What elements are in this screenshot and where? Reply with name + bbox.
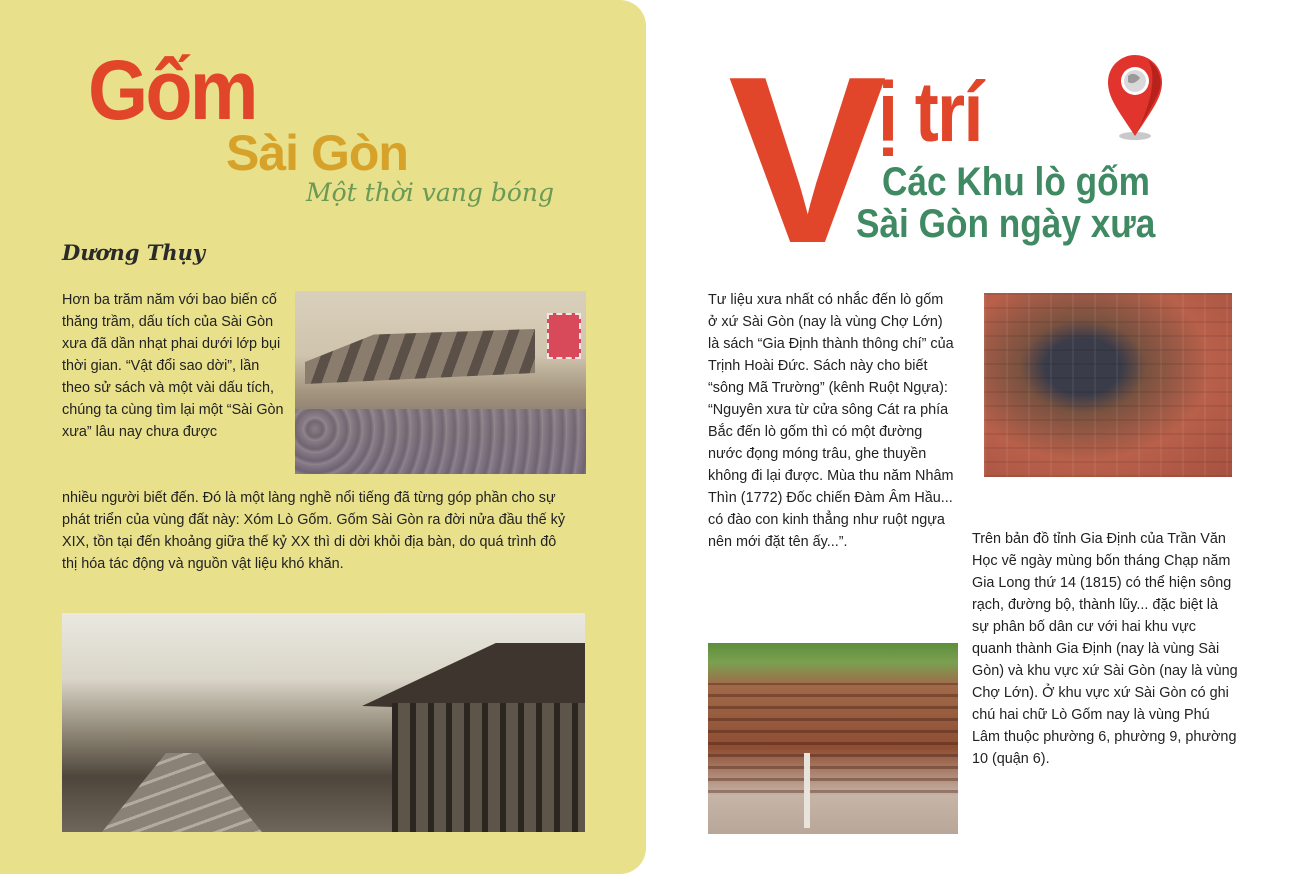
postcard-roofs: [305, 329, 535, 384]
left-page: [0, 0, 646, 874]
excavation-site-photo: [708, 643, 958, 834]
excavation-wall: [708, 683, 958, 793]
author-byline: Dương Thụy: [62, 240, 206, 265]
intro-paragraph-start: Hơn ba trăm năm với bao biến cố thăng trầm, dấu tích của Sài Gòn xưa đã dần nhạt phai dưới lớp bụi thời gian. “Vật đổi sao dời”, lần theo sử sách và một vài dấu tích, chúng ta cùng tìm lại một “Sài Gòn xưa” lâu nay chưa được: [62, 292, 284, 440]
section-title-initial: V: [728, 28, 887, 293]
postcard-stamp: [547, 313, 581, 359]
kiln-bricks: [984, 293, 1232, 477]
article-subtitle: Sài Gòn: [226, 125, 408, 181]
old-street-photo: [62, 613, 585, 832]
body-column-2: Trên bản đồ tỉnh Gia Định của Trần Văn Học vẽ ngày mùng bốn tháng Chạp năm Gia Long thứ 14 (1815) có thể hiện sông rạch, đường bộ, thành lũy... đặc biệt là sự phân bố dân cư với hai khu vực quanh thành Gia Định (nay là vùng Sài Gòn) và khu vực xứ Sài Gòn (nay là vùng Chợ Lớn). Ở khu vực xứ Sài Gòn có ghi chú hai chữ Lò Gốm nay là vùng Phú Lâm thuộc phường 6, phường 9, phường 10 (quận 6).: [972, 531, 1238, 767]
kiln-relic-photo: [984, 293, 1232, 477]
body-column-1: Tư liệu xưa nhất có nhắc đến lò gốm ở xứ Sài Gòn (nay là vùng Chợ Lớn) là sách “Gia Định thành thông chí” của Trịnh Hoài Đức. Sách này cho biết “sông Mã Trường” (kênh Ruột Ngựa): “Nguyên xưa từ cửa sông Cát ra phía Bắc đến lò gốm thì có một đường nước đọng móng trâu, ghe thuyền không đi lại được. Mùa thu năm Nhâm Thìn (1772) Đốc chiến Đàm Âm Hầu... có đào con kinh thẳng như ruột ngựa nên mới đặt tên ấy...”.: [708, 292, 954, 550]
street-building: [392, 703, 585, 832]
intro-paragraph-end: nhiều người biết đến. Đó là một làng nghề nổi tiếng đã từng góp phần cho sự phát triển của vùng đất này: Xóm Lò Gốm. Gốm Sài Gòn ra đời nửa đầu thế kỷ XIX, tồn tại đến khoảng giữa thế kỷ XX thì di dời khỏi địa bàn, do quá trình đô thị hóa tác động và nguồn vật liệu khó khăn.: [62, 490, 566, 572]
map-pin-icon: [1104, 52, 1166, 142]
postcard-pottery-pile: [295, 409, 586, 474]
section-subtitle-line2: Sài Gòn ngày xưa: [856, 202, 1156, 246]
section-title: ị trí: [878, 65, 982, 159]
article-tagline: Một thời vang bóng: [306, 178, 555, 207]
article-title: Gốm: [88, 43, 256, 137]
excavation-pipe: [804, 753, 810, 828]
section-subtitle-line1: Các Khu lò gốm: [882, 160, 1150, 204]
street-railway: [102, 753, 262, 832]
postcard-kilns-photo: [295, 291, 586, 474]
